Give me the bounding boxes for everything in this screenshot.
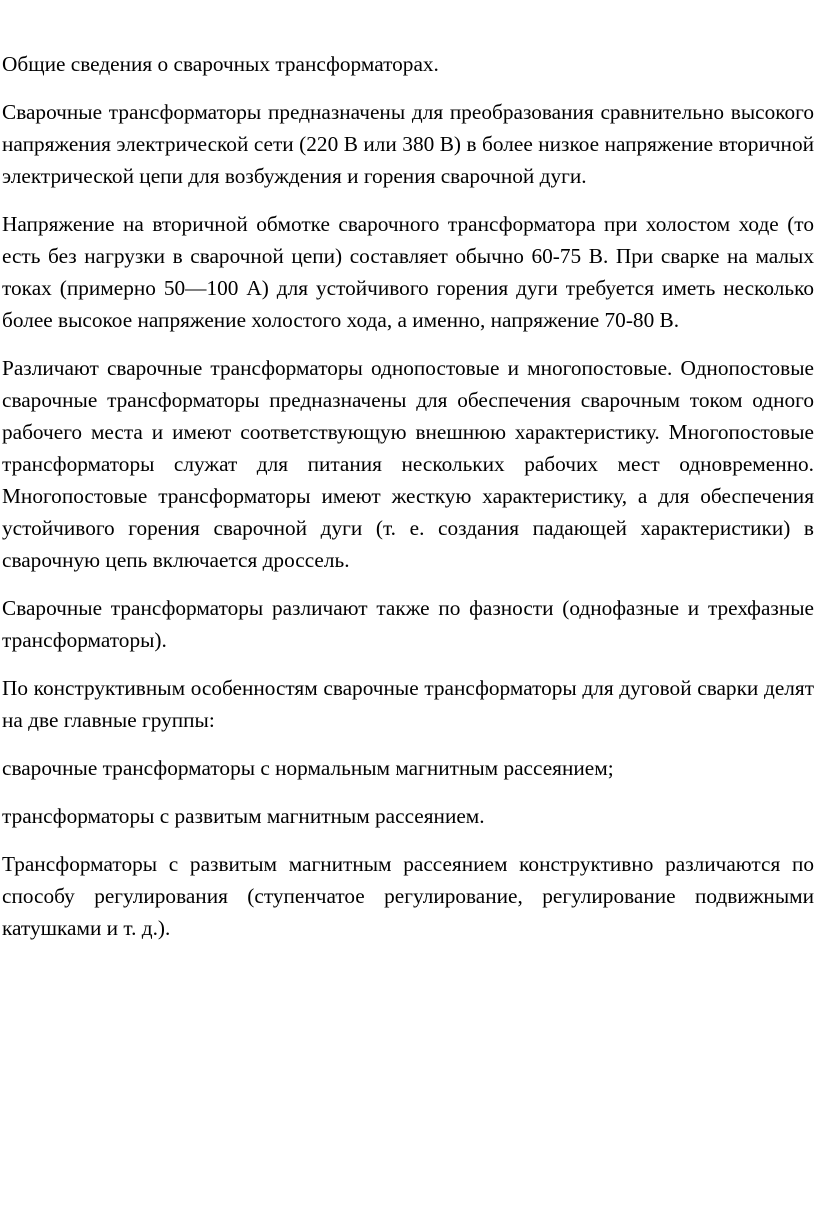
paragraph-group-developed-scattering: трансформаторы с развитым магнитным рассеянием. [2,804,485,828]
paragraph-design-groups: По конструктивным особенностям сварочные трансформаторы для дуговой сварки делят на две главные группы: [2,676,814,732]
paragraph-phases: Сварочные трансформаторы различают также по фазности (однофазные и трехфазные трансформаторы). [2,596,814,652]
paragraph-group-normal-scattering: сварочные трансформаторы с нормальным магнитным рассеянием; [2,756,614,780]
document-title: Общие сведения о сварочных трансформаторах. [2,52,439,76]
paragraph-open-circuit-voltage: Напряжение на вторичной обмотке сварочного трансформатора при холостом ходе (то есть без нагрузки в сварочной цепи) составляет обычно 60-75 В. При сварке на малых токах (примерно 50—100 А) для устойчивого горения дуги требуется иметь несколько более высокое напряжение холостого хода, а именно, напряжение 70-80 В. [2,212,814,332]
paragraph-purpose: Сварочные трансформаторы предназначены для преобразования сравнительно высокого напряжения электрической сети (220 В или 380 В) в более низкое напряжение вторичной электрической цепи для возбуждения и горения сварочной дуги. [2,100,814,188]
paragraph-single-multi-station: Различают сварочные трансформаторы однопостовые и многопостовые. Однопостовые сварочные трансформаторы предназначены для обеспечения сварочным током одного рабочего места и имеют соответствующую внешнюю характеристику. Многопостовые трансформаторы служат для питания нескольких рабочих мест одновременно. Многопостовые трансформаторы имеют жесткую характеристику, а для обеспечения устойчивого горения сварочной дуги (т. е. создания падающей характеристики) в сварочную цепь включается дроссель. [2,356,814,572]
paragraph-regulation: Трансформаторы с развитым магнитным рассеянием конструктивно различаются по способу регулирования (ступенчатое регулирование, регулирование подвижными катушками и т. д.). [2,852,814,940]
